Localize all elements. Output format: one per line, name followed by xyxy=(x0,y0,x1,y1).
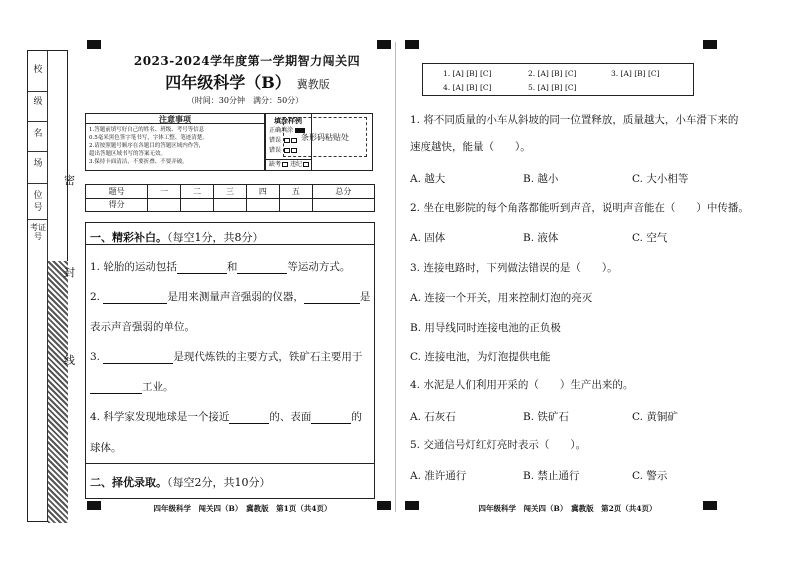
mc-option[interactable]: C. 大小相等 xyxy=(632,173,689,185)
registration-mark xyxy=(87,501,101,510)
edition: 冀教版 xyxy=(296,78,330,91)
question-1: 1. 轮胎的运动包括 和 等运动方式。 xyxy=(90,261,351,273)
binding-label: 校 xyxy=(33,65,43,75)
question-4-cont: 球体。 xyxy=(90,442,122,454)
binding-label: 位 xyxy=(33,191,43,201)
answer-option-row[interactable]: 1. [A] [B] [C] xyxy=(443,69,492,78)
answer-option-row[interactable]: 2. [A] [B] [C] xyxy=(528,69,577,78)
score-cell[interactable] xyxy=(246,198,279,212)
registration-mark xyxy=(405,40,419,49)
question-3: 3. 是现代炼铁的主要方式，铁矿石主要用于 xyxy=(90,351,363,363)
binding-strip xyxy=(27,50,68,522)
note-line: 0.5毫米黑色签字笔书写，字体工整、笔迹清楚。 xyxy=(89,135,208,141)
answer-blank[interactable] xyxy=(229,413,269,424)
answer-blank[interactable] xyxy=(90,383,142,394)
absent-checkbox[interactable] xyxy=(282,162,288,167)
mc-option[interactable]: B. 液体 xyxy=(523,232,559,244)
mc-option[interactable]: A. 准许通行 xyxy=(410,470,467,482)
binding-label: 考证号 xyxy=(30,223,46,241)
mc-option[interactable]: B. 越小 xyxy=(523,173,559,185)
notes-box xyxy=(85,113,265,171)
mc-option[interactable]: A. 越大 xyxy=(410,173,446,185)
notes-body xyxy=(86,124,264,168)
answer-blank[interactable] xyxy=(177,263,227,274)
mc-option[interactable]: A. 连接一个开关，用来控制灯泡的亮灭 xyxy=(410,292,593,304)
binding-label: 名 xyxy=(33,129,43,139)
subject-name: 四年级科学（B） xyxy=(165,73,291,92)
note-line: 2.请按照题号顺序在各题目的答题区域内作答， xyxy=(89,143,205,149)
absent-row: 缺考 违纪 xyxy=(266,159,311,170)
page-footer: 四年级科学 闯关四（B） 冀教版 第2页（共4页） xyxy=(478,504,657,513)
mc-question-2: 2. 坐在电影院的每个角落都能听到声音，说明声音能在（ ）中传播。 xyxy=(410,202,749,214)
table-header: 三 xyxy=(214,185,247,199)
note-line: 超出答题区域书写的答案无效。 xyxy=(89,151,167,157)
seal-char: 封 xyxy=(64,266,75,279)
note-line: 1.答题前填写好自己的姓名、班级、考号等信息 xyxy=(89,127,205,133)
section-1-title: 一、精彩补白。（每空1分，共8分） xyxy=(90,231,264,244)
mc-question-4: 4. 水泥是人们利用开采的（ ）生产出来的。 xyxy=(410,379,634,391)
score-cell[interactable] xyxy=(181,198,214,212)
page-footer: 四年级科学 闯关四（B） 冀教版 第1页（共4页） xyxy=(153,504,332,513)
mc-question-5: 5. 交通信号灯红灯亮时表示（ ）。 xyxy=(410,439,587,451)
table-header: 四 xyxy=(246,185,279,199)
hatched-margin xyxy=(48,261,68,523)
score-cell[interactable] xyxy=(214,198,247,212)
registration-mark xyxy=(703,40,717,49)
mc-option[interactable]: A. 固体 xyxy=(410,232,446,244)
answer-blank[interactable] xyxy=(304,293,360,304)
fill-row: 错误 xyxy=(266,146,311,156)
binding-label: 场 xyxy=(33,159,43,169)
mc-option[interactable]: C. 黄铜矿 xyxy=(632,411,678,423)
seal-char: 线 xyxy=(64,354,75,367)
table-row xyxy=(86,198,375,212)
mc-question-3: 3. 连接电路时，下列做法错误的是（ ）。 xyxy=(410,262,618,274)
exam-title: 2023-2024学年度第一学期智力闯关四 xyxy=(133,54,361,68)
note-line: 3.保持卡面清洁，不要折叠、不要弄破。 xyxy=(89,159,188,165)
exam-subject xyxy=(110,70,385,93)
question-2-cont: 表示声音强弱的单位。 xyxy=(90,321,195,333)
binding-label: 号 xyxy=(33,203,43,213)
table-header: 一 xyxy=(148,185,181,199)
table-header: 总分 xyxy=(312,185,374,199)
binding-info-column xyxy=(28,51,48,521)
mc-option[interactable]: B. 禁止通行 xyxy=(523,470,580,482)
mc-question-1: 1. 将不同质量的小车从斜坡的同一位置释放，质量越大，小车滑下来的 xyxy=(410,114,739,126)
score-table xyxy=(85,184,375,212)
fill-row: 错误 xyxy=(266,136,311,146)
mc-option[interactable]: C. 空气 xyxy=(632,232,668,244)
mc-option[interactable]: A. 石灰石 xyxy=(410,411,456,423)
mc-option[interactable]: C. 警示 xyxy=(632,470,668,482)
question-4: 4. 科学家发现地球是一个接近 的、表面 的 xyxy=(90,411,362,423)
fill-sample-title: 填涂样例 xyxy=(274,116,302,125)
section-2-title: 二、择优录取。（每空2分，共10分） xyxy=(90,476,271,489)
answer-blank[interactable] xyxy=(311,413,351,424)
table-row xyxy=(86,185,375,199)
answer-blank[interactable] xyxy=(237,263,287,274)
answer-option-row[interactable]: 5. [A] [B] [C] xyxy=(528,83,577,92)
mc-option[interactable]: C. 连接电池，为灯泡提供电能 xyxy=(410,351,551,363)
score-cell[interactable] xyxy=(148,198,181,212)
binding-label: 级 xyxy=(33,97,43,107)
score-cell[interactable] xyxy=(279,198,312,212)
registration-mark xyxy=(87,40,101,49)
table-header: 题号 xyxy=(86,185,148,199)
barcode-area: 条形码粘贴处 xyxy=(283,117,367,157)
score-cell[interactable] xyxy=(312,198,374,212)
table-header: 二 xyxy=(181,185,214,199)
answer-grid xyxy=(422,63,694,96)
table-header: 五 xyxy=(279,185,312,199)
notes-title: 注意事项 xyxy=(86,114,264,124)
registration-mark xyxy=(377,501,391,510)
row-label: 得分 xyxy=(86,198,148,212)
exam-meta: （时间：30分钟 满分：50分） xyxy=(186,96,304,105)
registration-mark xyxy=(405,501,419,510)
fill-row: 正确填涂 xyxy=(266,126,311,136)
question-3-cont: 工业。 xyxy=(90,380,174,394)
answer-option-row[interactable]: 3. [A] [B] [C] xyxy=(611,69,660,78)
mc-option[interactable]: B. 用导线同时连接电池的正负极 xyxy=(410,322,561,334)
mc-question-1-cont: 速度越快，能量（ ）。 xyxy=(410,141,531,153)
answer-blank[interactable] xyxy=(103,353,173,364)
answer-blank[interactable] xyxy=(103,293,167,304)
registration-mark xyxy=(703,501,717,510)
registration-mark xyxy=(377,40,391,49)
question-2: 2. 是用来测量声音强弱的仪器， 是 xyxy=(90,291,371,303)
violation-checkbox[interactable] xyxy=(303,162,309,167)
seal-char: 密 xyxy=(64,174,75,187)
mc-option[interactable]: B. 铁矿石 xyxy=(523,411,569,423)
answer-option-row[interactable]: 4. [A] [B] [C] xyxy=(443,83,492,92)
